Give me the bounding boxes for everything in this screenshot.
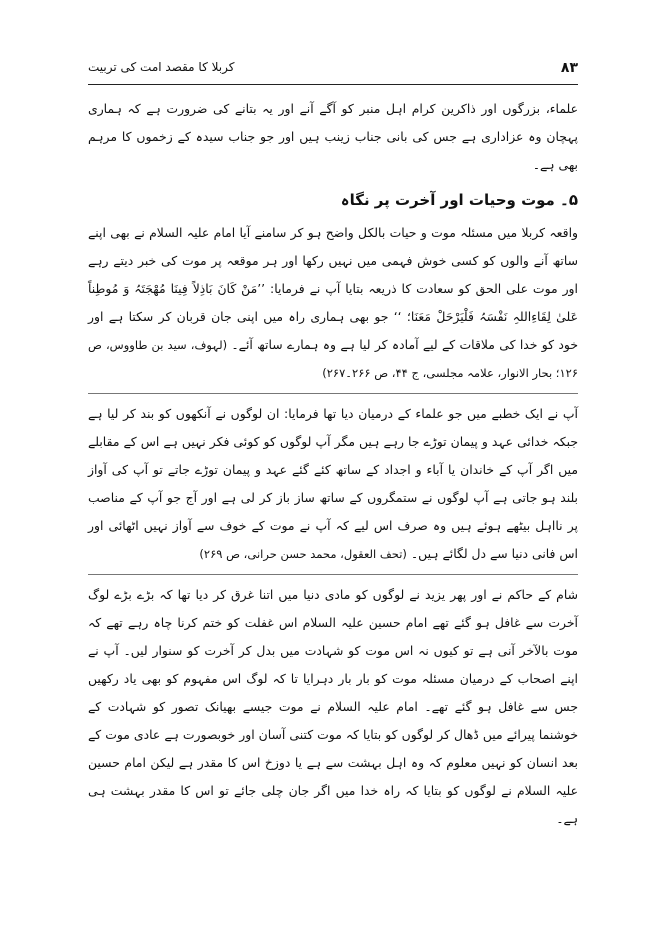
section-heading: ۵۔ موت وحیات اور آخرت پر نگاہ [340, 191, 578, 209]
paragraph-2-text: واقعہ کربلا میں مسئلہ موت و حیات بالکل واضح ہو کر سامنے آیا امام علیہ السلام نے بھی اپنے ساتھ آنے والوں کو کسی خوش فہمی میں نہیں رکھا اور ہر موقعہ پر موت کی خبر دیتے رہے اور موت علی الحق کو سعادت کا ذریعہ بتایا آپ نے فرمایا: ’’مَنْ کَانَ بَاذِلاً فِینَا مُھْجَتَہُ وَ مُوطِناً عَلیٰ لِقَاءِاللہِ نَفْسَہُ فَلْیَرْحَلْ مَعَنَا؛ ‘‘ جو بھی ہماری راہ میں اپنی جان قربان کر سکتا ہے اور خود کو خدا کی ملاقات کے لیے آمادہ کر لیا ہے وہ ہمارے ساتھ آئے۔ [88, 225, 578, 352]
paragraph-divider [88, 393, 578, 394]
header-rule [88, 84, 578, 85]
paragraph-2 [88, 219, 578, 387]
paragraph-2-citation: (لہوف، سید بن طاووس، ص ۱۲۶؛ بحار الانوار، علامہ مجلسی، ج ۴۴، ص ۲۶۶۔۲۶۷) [88, 338, 578, 380]
paragraph-divider [88, 574, 578, 575]
paragraph-4: شام کے حاکم نے اور پھر یزید نے لوگوں کو مادی دنیا میں اتنا غرق کر دیا تھا کہ بڑے بڑے لوگ آخرت سے غافل ہو گئے تھے امام حسین علیہ السلام اس غفلت کو ختم کرنا چاہ رہے تھے کہ موت بالآخر آنی ہے تو کیوں نہ اس موت کو شہادت میں بدل کر آخرت کو سنوار لیں۔ آپ نے اپنے اصحاب کے درمیان مسئلہ موت کو بار بار دہرایا تا کہ لوگ اس مفہوم کو بھی یاد رکھیں جس سے غافل ہو گئے تھے۔ امام علیہ السلام نے موت جیسے بھیانک تصور کو شہادت کے خوشنما پیرائے میں ڈھال کر لوگوں کو بتایا کہ موت کتنی آسان اور خوبصورت ہے عادی موت کے بعد انسان کو نہیں معلوم کہ وہ اہل بہشت سے ہے یا دوزخ اس کا مقدر ہے لیکن امام حسین علیہ السلام نے لوگوں کو بتایا کہ راہ خدا میں اگر جان چلی جائے تو اس کا مقدر بہشت ہی ہے۔ [88, 587, 578, 826]
paragraph-3-text: آپ نے ایک خطبے میں جو علماء کے درمیان دیا تھا فرمایا: ان لوگوں نے آنکھوں کو بند کر لیا ہے جبکہ خدائی عہد و پیمان توڑے جا رہے ہیں مگر آپ لوگوں کو کوئی فکر نہیں ہے اس کے مقابلے میں اگر آپ کے خاندان یا آباء و اجداد کے ساتھ کئے گئے عہد و پیمان توڑے جاتے تو آپ کی آواز بلند ہو جاتی ہے آپ لوگوں نے ستمگروں کے ساتھ ساز باز کر لی ہے اور آج جو آپ کے مناصب پر نااہل بیٹھے ہوئے ہیں وہ صرف اس لیے کہ آپ نے موت کے خوف سے آواز نہیں اٹھائی اور اس فانی دنیا سے دل لگائے ہیں۔ [88, 406, 578, 561]
body-text [88, 95, 578, 833]
running-title: کربلا کا مقصد امت کی تربیت [88, 60, 235, 74]
page-number: ۸۳ [560, 60, 578, 76]
paragraph-1: علماء، بزرگوں اور ذاکرین کرام اہل منبر کو آگے آنے اور یہ بتانے کی ضرورت ہے کہ ہماری پہچان وہ عزاداری ہے جس کی بانی جناب زینب ہیں اور جو جناب سیدہ کے زخموں کا مرہم بھی ہے۔ [88, 101, 578, 172]
paragraph-3-citation: (تحف العقول، محمد حسن حرانی، ص ۲۶۹) [199, 547, 407, 561]
paragraph-3 [88, 400, 578, 568]
